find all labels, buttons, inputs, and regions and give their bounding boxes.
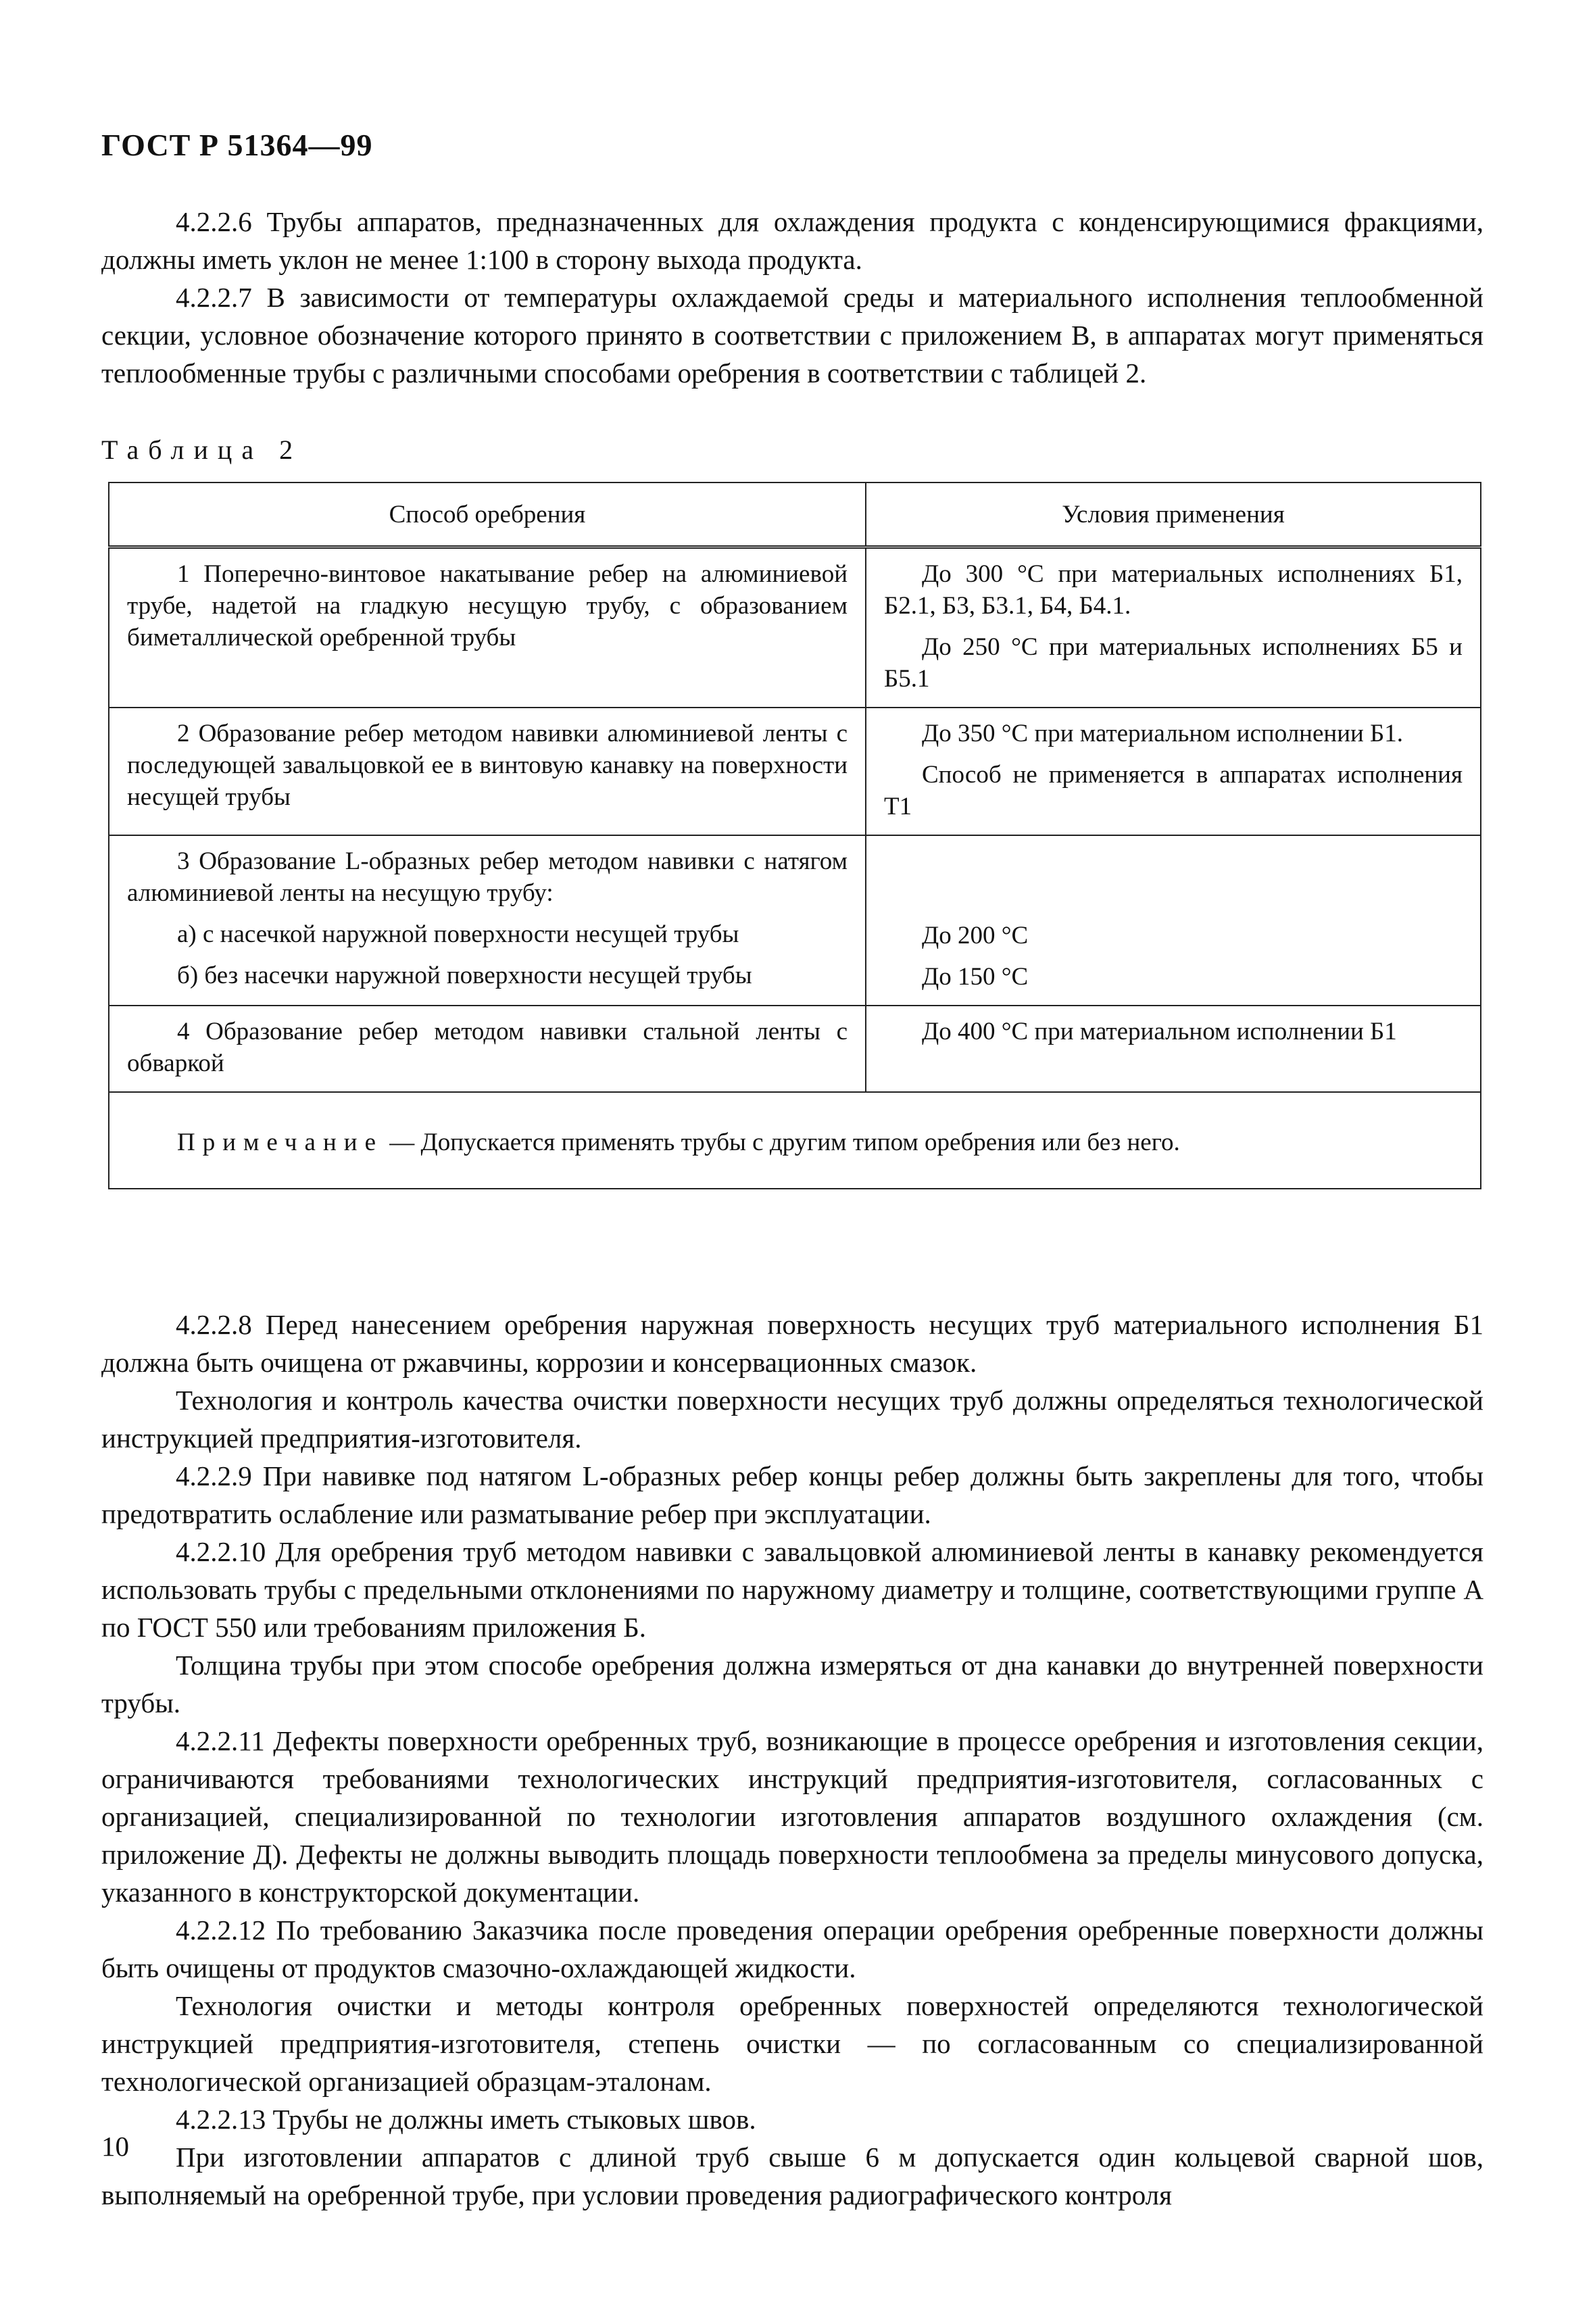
row3-condition-a: До 200 °С (922, 922, 1029, 949)
paragraph-4-2-2-11: 4.2.2.11 Дефекты поверхности оребренных труб, возникающие в процессе оребрения и изготовления секции, ограничиваются требованиями технологических инструкций предприятия-изготовителя, согласованных с организацией, специализированной по технологии изготовления аппаратов воздушного охлаждения (см. приложение Д). Дефекты не должны выводить площадь поверхности теплообмена за пределы минусового допуска, указанного в конструкторской документации. (101, 1725, 1483, 1908)
paragraph-weld-seam: При изготовлении аппаратов с длиной труб свыше 6 м допускается один кольцевой сварной шов, выполняемый на оребренной трубе, при условии проведения радиографического контроля (101, 2142, 1483, 2210)
paragraph-4-2-2-6: 4.2.2.6 Трубы аппаратов, предназначенных для охлаждения продукта с конденсирующимися фракциями, должны иметь уклон не менее 1:100 в сторону выхода продукта. (101, 206, 1483, 275)
intro-text (101, 203, 1483, 392)
page-number: 10 (101, 2131, 129, 2162)
row2-condition-1: До 350 °С при материальном исполнении Б1. (922, 720, 1404, 747)
row3-conditions (866, 835, 1481, 1006)
table-row (109, 708, 1481, 835)
table-row (109, 835, 1481, 1006)
body-text (101, 1306, 1483, 2214)
header-method: Способ оребрения (109, 483, 866, 547)
row4-condition-1: До 400 °С при материальном исполнении Б1 (922, 1018, 1397, 1045)
table-caption: Таблица 2 (101, 435, 303, 465)
row1-condition-2: До 250 °С при материальных исполнениях Б5 и Б5.1 (884, 633, 1463, 693)
row4-method: 4 Образование ребер методом навивки стальной ленты с обваркой (109, 1006, 866, 1092)
row3-sub-a: а) с насечкой наружной поверхности несущей трубы (177, 920, 739, 948)
paragraph-4-2-2-8: 4.2.2.8 Перед нанесением оребрения наружная поверхность несущих труб материального исполнения Б1 должна быть очищена от ржавчины, коррозии и консервационных смазок. (101, 1309, 1483, 1378)
paragraph-4-2-2-12: 4.2.2.12 По требованию Заказчика после проведения операции оребрения оребренные поверхности должны быть очищены от продуктов смазочно-охлаждающей жидкости. (101, 1914, 1483, 1983)
row2-conditions (866, 708, 1481, 835)
row1-conditions (866, 547, 1481, 708)
row1-condition-1: До 300 °С при материальных исполнениях Б1, Б2.1, Б3, Б3.1, Б4, Б4.1. (884, 560, 1463, 620)
row3-method (109, 835, 866, 1006)
paragraph-4-2-2-13: 4.2.2.13 Трубы не должны иметь стыковых швов. (176, 2104, 756, 2135)
row3-method-text: 3 Образование L-образных ребер методом навивки с натягом алюминиевой ленты на несущую трубу: (127, 847, 848, 907)
table-header-row (109, 483, 1481, 547)
finning-methods-table (108, 482, 1481, 1189)
row3-sub-b: б) без насечки наружной поверхности несущей трубы (177, 962, 752, 989)
paragraph-4-2-2-9: 4.2.2.9 При навивке под натягом L-образных ребер концы ребер должны быть закреплены для того, чтобы предотвратить ослабление или разматывание ребер при эксплуатации. (101, 1460, 1483, 1529)
row3-condition-b: До 150 °С (922, 963, 1029, 991)
paragraph-4-2-2-7: 4.2.2.7 В зависимости от температуры охлаждаемой среды и материального исполнения теплообменной секции, условное обозначение которого принято в соответствии с приложением В, в аппаратах могут применяться теплообменные трубы с различными способами оребрения в соответствии с таблицей 2. (101, 282, 1483, 389)
header-conditions: Условия применения (866, 483, 1481, 547)
paragraph-cleaning-control: Технология и контроль качества очистки поверхности несущих труб должны определяться технологической инструкцией предприятия-изготовителя. (101, 1385, 1483, 1454)
note-text: — Допускается применять трубы с другим типом оребрения или без него. (383, 1129, 1180, 1156)
paragraph-tube-thickness: Толщина трубы при этом способе оребрения должна измеряться от дна канавки до внутренней поверхности трубы. (101, 1650, 1483, 1719)
paragraph-cleaning-technology: Технология очистки и методы контроля оребренных поверхностей определяются технологической инструкцией предприятия-изготовителя, степень очистки — по согласованным со специализированной технологической организацией образцам-эталонам. (101, 1990, 1483, 2097)
row2-method: 2 Образование ребер методом навивки алюминиевой ленты с последующей завальцовкой ее в винтовую канавку на поверхности несущей трубы (109, 708, 866, 835)
table-note (109, 1092, 1481, 1189)
table-row (109, 1006, 1481, 1092)
document-header: ГОСТ Р 51364—99 (101, 128, 373, 162)
row2-condition-2: Способ не применяется в аппаратах исполнения Т1 (884, 761, 1463, 820)
table-note-row (109, 1092, 1481, 1189)
table-row (109, 547, 1481, 708)
note-label: Примечание (177, 1129, 383, 1156)
row1-method: 1 Поперечно-винтовое накатывание ребер на алюминиевой трубе, надетой на гладкую несущую трубу, с образованием биметаллической оребренной трубы (109, 547, 866, 708)
row4-conditions (866, 1006, 1481, 1092)
paragraph-4-2-2-10: 4.2.2.10 Для оребрения труб методом навивки с завальцовкой алюминиевой ленты в канавку рекомендуется использовать трубы с предельными отклонениями по наружному диаметру и толщине, соответствующими группе А по ГОСТ 550 или требованиям приложения Б. (101, 1536, 1483, 1643)
